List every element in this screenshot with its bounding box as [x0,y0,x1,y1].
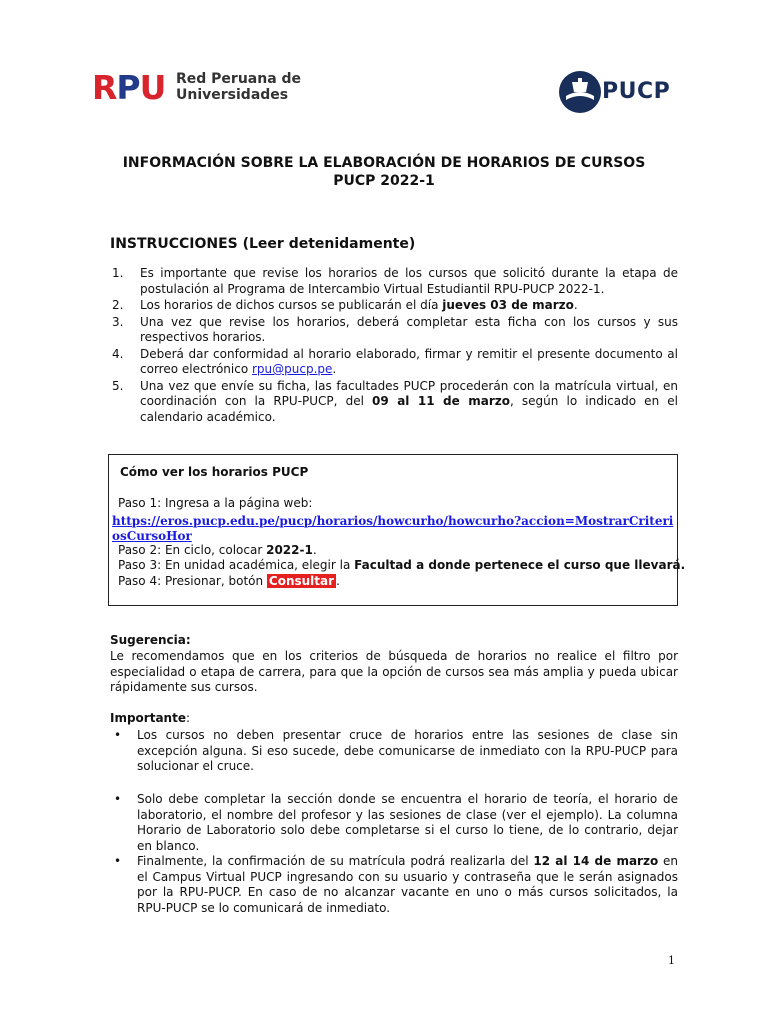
howto-heading: Cómo ver los horarios PUCP [120,465,309,479]
rpu-logo-line1: Red Peruana de [176,71,302,87]
importante-heading [110,711,190,725]
list-item [110,266,678,297]
list-number: 5. [112,378,124,393]
sugerencia-text: Le recomendamos que en los criterios de búsqueda de horarios no realice el filtro por especialidad o etapa de carrera, para que la opción de cursos sea más amplia y pueda ubicar rápidamente sus cursos. [110,649,678,694]
rpu-logo-text [176,71,301,103]
list-text: Deberá dar conformidad al horario elaborado, firmar y remitir el presente documento al correo electrónico [140,346,678,376]
publish-date: jueves 03 de marzo [442,298,574,312]
list-text-end: . [332,362,337,376]
horarios-url-link[interactable]: https://eros.pucp.edu.pe/pucp/horarios/howcurho/howcurho?accion=MostrarCriteriosCursoHor [112,514,674,543]
bullet-item [110,792,678,854]
enrollment-dates: 09 al 11 de marzo [372,394,510,408]
rpu-logo-line2: Universidades [176,87,289,103]
list-number: 3. [112,314,124,329]
list-text: Es importante que revise los horarios de los cursos que solicitó durante la etapa de postulación al Programa de Intercambio Virtual Estudiantil RPU-PUCP 2022-1. [140,266,678,296]
list-number: 2. [112,298,124,312]
bullet-text: Solo debe completar la sección donde se encuentra el horario de teoría, el horario de laboratorio, el nombre del profesor y las sesiones de clase (ver el ejemplo). La columna Horario de Laboratorio solo debe completarse si el curso lo tiene, de lo contrario, dejar en blanco. [137,792,678,853]
page-number: 1 [668,954,675,967]
list-text: Los horarios de dichos cursos se publicarán el día [140,298,443,312]
importante-label: Importante [110,711,186,725]
list-number: 1. [112,266,124,280]
step-4-end: . [336,574,340,588]
list-item [110,379,678,426]
pucp-shield-icon [558,70,602,114]
cycle-value: 2022-1 [266,543,313,557]
document-title-line1: INFORMACIÓN SOBRE LA ELABORACIÓN DE HORARIOS DE CURSOS [122,155,646,171]
bullet-item [110,728,678,775]
instructions-heading: INSTRUCCIONES (Leer detenidamente) [110,236,416,252]
step-2-text: Paso 2: En ciclo, colocar [118,543,267,557]
importante-colon: : [185,711,191,725]
sugerencia-heading: Sugerencia: [110,633,191,647]
importante-bullet [110,728,678,775]
document-title-line2: PUCP 2022-1 [333,173,435,189]
list-number: 4. [112,346,124,361]
list-item [110,298,678,314]
bullet-icon: • [114,792,122,806]
list-text-end: , según lo indicado en el calendario académico. [140,394,678,424]
bullet-icon: • [114,854,122,868]
step-3-text: Paso 3: En unidad académica, elegir la [118,558,355,572]
list-text: Una vez que envíe su ficha, las facultades PUCP procederán con la matrícula virtual, en coordinación con la RPU-PUCP, del [140,378,678,408]
importante-bullet [110,792,678,854]
email-link[interactable]: rpu@pucp.pe [251,362,333,376]
step-1: Paso 1: Ingresa a la página web: [118,496,313,510]
bullet-icon: • [114,728,122,742]
faculty-instruction: Facultad a donde pertenece el curso que llevará. [354,558,686,572]
confirmation-dates: 12 al 14 de marzo [533,854,659,868]
step-3 [118,558,685,573]
list-item [110,315,678,346]
step-4 [118,574,340,589]
instructions-list [110,266,678,426]
list-text-end: . [573,298,578,312]
importante-bullet [110,854,678,916]
bullet-item [110,854,678,916]
step-4-text: Paso 4: Presionar, botón [118,574,267,588]
bullet-text: Finalmente, la confirmación de su matrícula podrá realizarla del [137,854,534,868]
consultar-button[interactable]: Consultar [268,574,335,588]
rpu-logo-mark: RPU [92,68,166,107]
bullet-text-end: en el Campus Virtual PUCP ingresando con su usuario y contraseña que le serán asignados por la RPU-PUCP. En caso de no alcanzar vacante en uno o más cursos solicitados, la RPU-PUCP se lo comunicará de inmediato. [137,854,679,915]
bullet-text: Los cursos no deben presentar cruce de horarios entre las sesiones de clase sin excepción alguna. Si eso sucede, debe comunicarse de inmediato con la RPU-PUCP para solucionar el cruce. [137,728,678,773]
list-item [110,347,678,378]
step-2 [118,543,317,558]
list-text: Una vez que revise los horarios, deberá completar esta ficha con los cursos y sus respectivos horarios. [140,314,678,344]
step-2-end: . [312,543,317,557]
pucp-logo-text: PUCP [602,79,671,104]
